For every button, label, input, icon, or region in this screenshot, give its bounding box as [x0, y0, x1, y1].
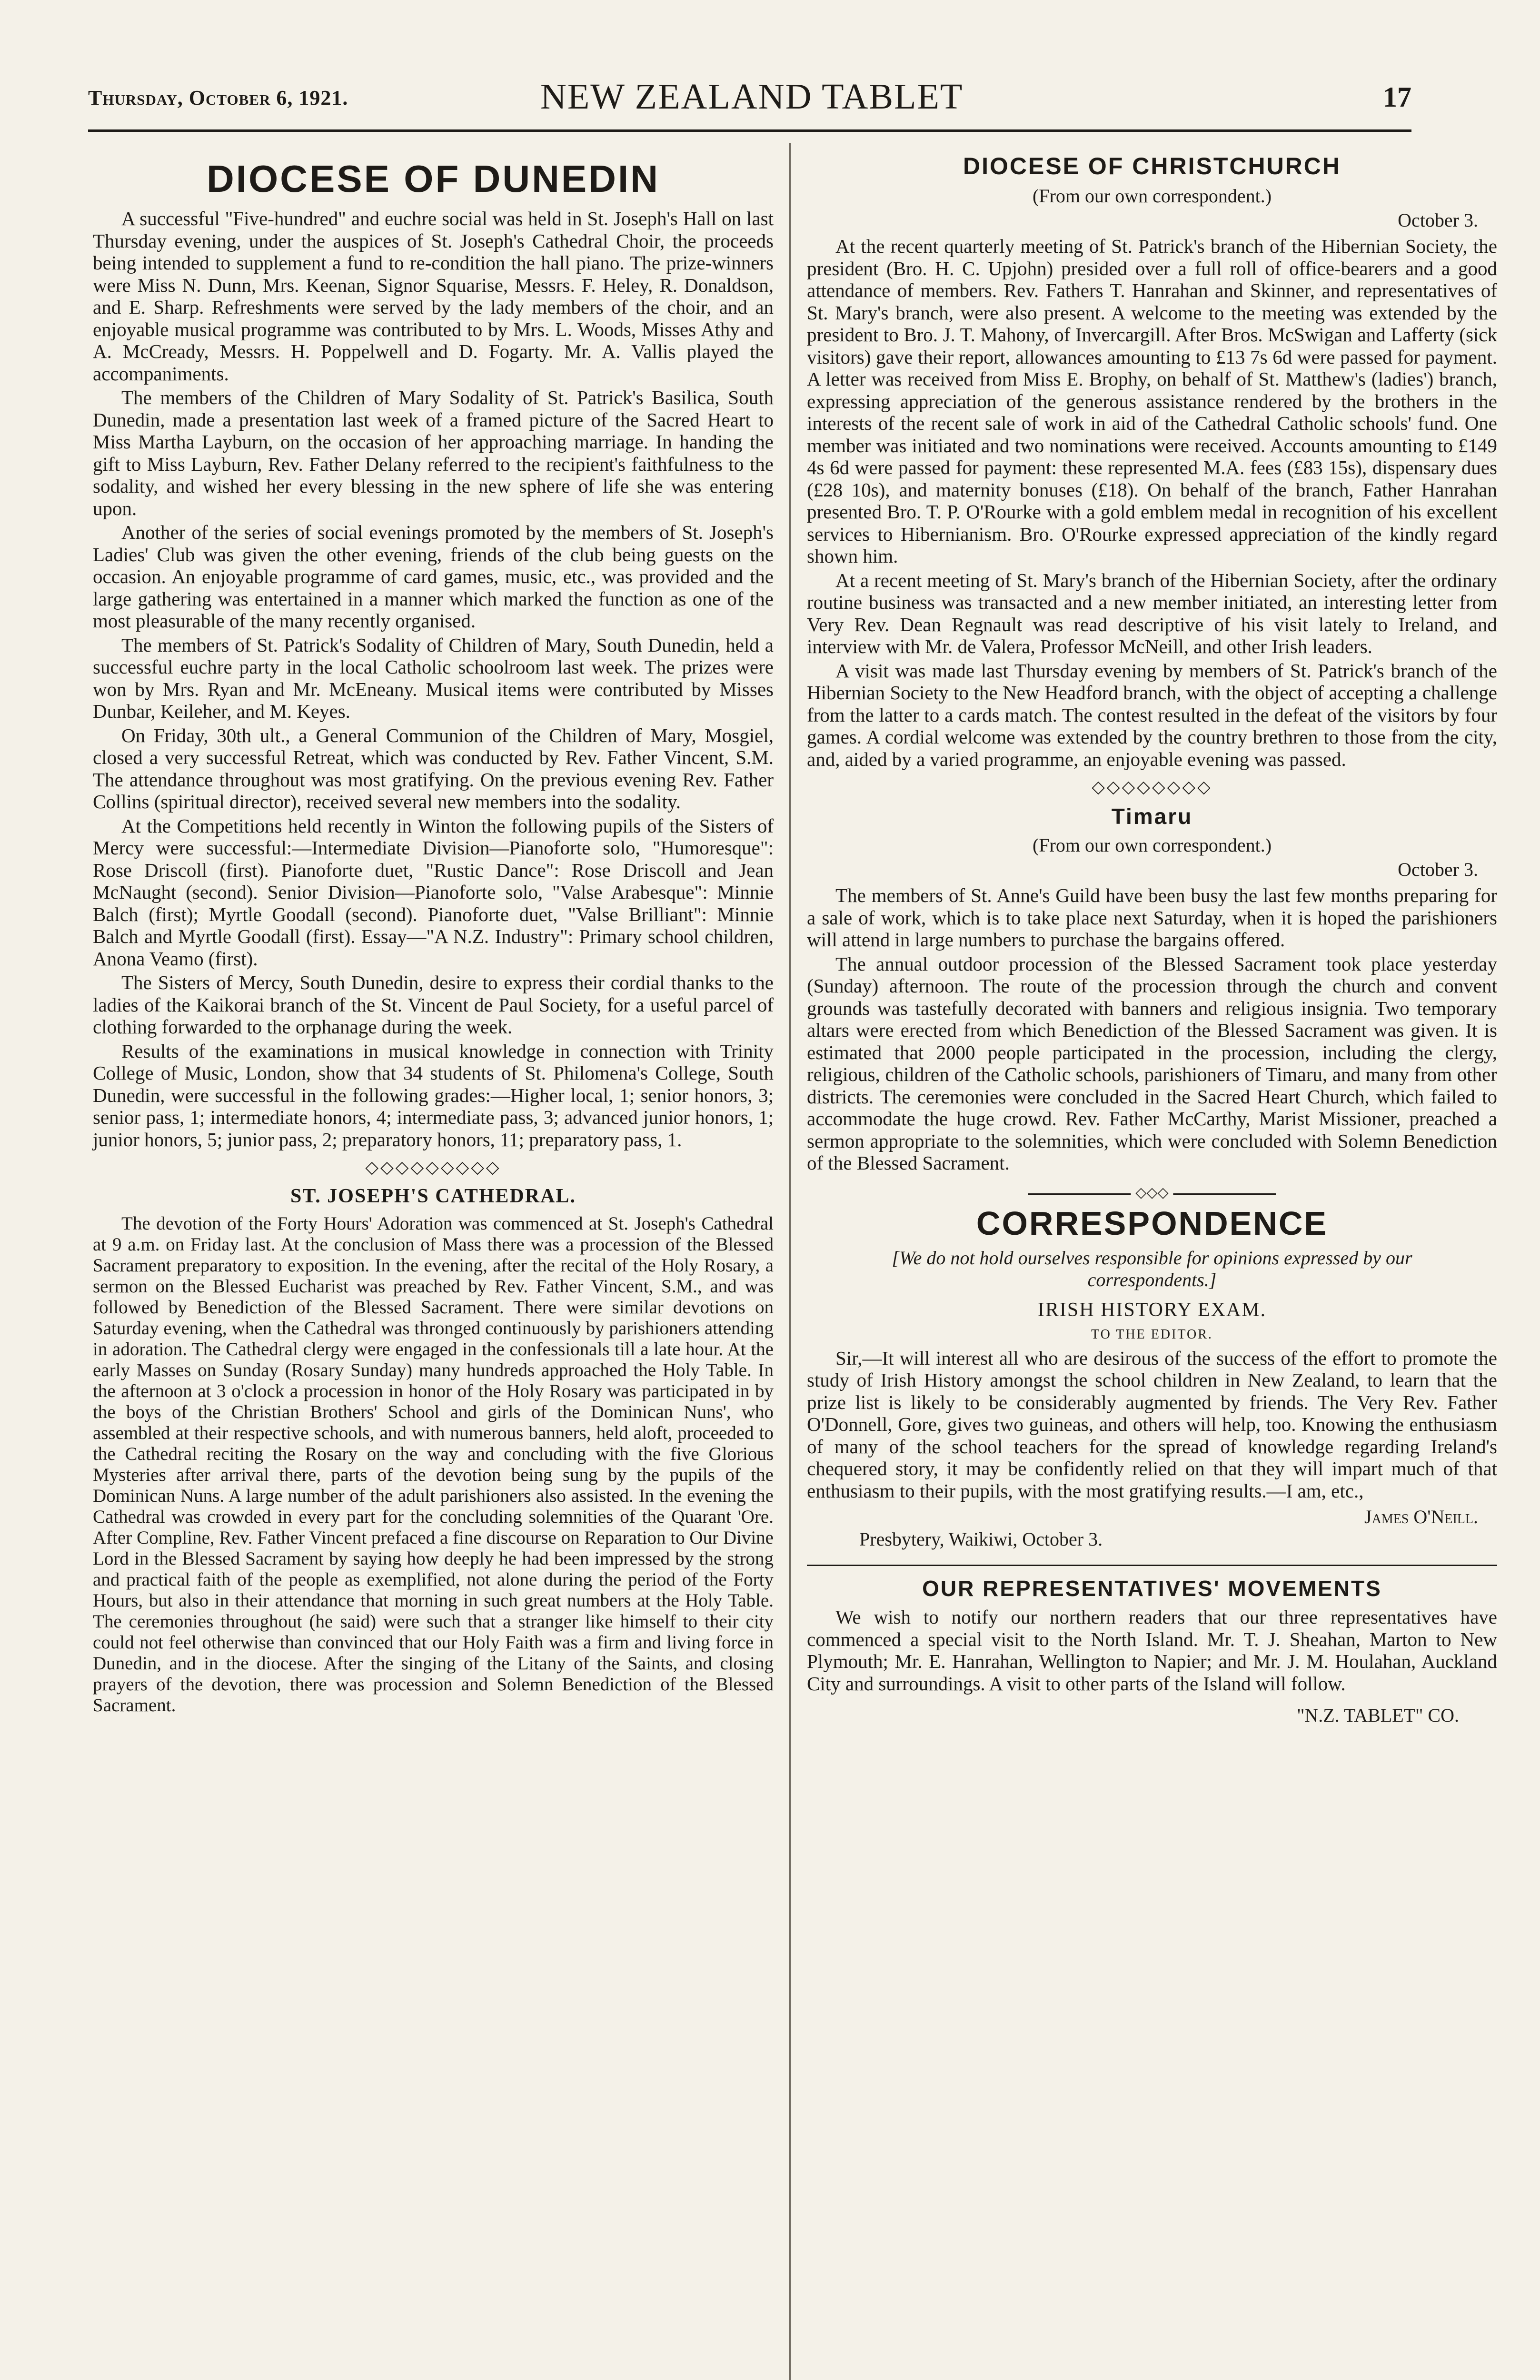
paragraph: The members of St. Anne's Guild have been busy the last few months preparing for a sale of work, which is to take place next Saturday, when it is hoped the parishioners will attend in large numbers to purchase the bargains offered.	[807, 884, 1497, 951]
paragraph: Another of the series of social evenings promoted by the members of St. Joseph's Ladies' Club was given the other evening, friends of the club being guests on the occasion. An enjoyable programme of card games, music, etc., was provided and the large gathering was entertained in a manner which marked the function as one of the most pleasurable of the many recently organised.	[93, 521, 774, 632]
paragraph: We wish to notify our northern readers that our three representatives have commenced a special visit to the North Island. Mr. T. J. Sheahan, Marton to New Plymouth; Mr. E. Hanrahan, Wellington to Napier; and Mr. J. M. Houlahan, Auckland City and surroundings. A visit to other parts of the Island will follow.	[807, 1606, 1497, 1695]
paragraph: At a recent meeting of St. Mary's branch of the Hibernian Society, after the ordinary routine business was transacted and a new member initiated, an interesting letter from Very Rev. Dean Regnault was read descriptive of his visit lately to Ireland, and interview with Mr. de Valera, Professor McNeill, and other Irish leaders.	[807, 569, 1497, 657]
letter-signature: James O'Neill.	[1364, 1506, 1478, 1527]
issue-date: Thursday, October 6, 1921.	[88, 86, 348, 109]
masthead	[88, 76, 1411, 124]
letter-title: IRISH HISTORY EXAM.	[1037, 1299, 1267, 1321]
representatives-heading: OUR REPRESENTATIVES' MOVEMENTS	[922, 1576, 1382, 1601]
dateline: October 3.	[1398, 859, 1478, 880]
correspondence-heading: CORRESPONDENCE	[976, 1204, 1328, 1242]
company-signoff: "N.Z. TABLET" CO.	[1297, 1705, 1459, 1726]
paragraph: The members of St. Patrick's Sodality of Children of Mary, South Dunedin, held a successful euchre party in the local Catholic schoolroom last week. The prizes were won by Mrs. Ryan and Mr. McEneany. Musical items were contributed by Misses Dunbar, Keileher, and M. Keyes.	[93, 634, 774, 722]
left-column	[93, 143, 774, 1718]
timaru-heading: Timaru	[1111, 804, 1193, 829]
dunedin-article	[93, 208, 774, 1150]
st-josephs-heading: ST. JOSEPH'S CATHEDRAL.	[290, 1185, 576, 1207]
right-column	[807, 143, 1497, 1726]
paragraph: Sir,—It will interest all who are desirous of the success of the effort to promote the study of Irish History amongst the school children in New Zealand, to learn that the prize list is likely to be considerably augmented by friends. The Very Rev. Father O'Donnell, Gore, gives two guineas, and others will help, too. Knowing the enthusiasm of many of the school teachers for the spread of knowledge regarding Ireland's chequered story, it may be confidently relied on that they will impart much of that enthusiasm to their pupils, with the most gratifying results.—I am, etc.,	[807, 1347, 1497, 1502]
paragraph: A visit was made last Thursday evening by members of St. Patrick's branch of the Hibernian Society to the New Headford branch, with the object of accepting a challenge from the latter to a cards match. The contest resulted in the defeat of the visitors by four games. A cordial welcome was extended by the country brethren to those from the city, and, aided by a varied programme, an enjoyable evening was passed.	[807, 659, 1497, 770]
column-divider	[789, 143, 791, 2380]
paragraph: The members of the Children of Mary Sodality of St. Patrick's Basilica, South Dunedin, made a presentation last week of a framed picture of the Sacred Heart to Miss Martha Layburn, on the occasion of her approaching marriage. In handing the gift to Miss Layburn, Rev. Father Delany referred to the recipient's faithfulness to the sodality, and wished her every blessing in the new sphere of life she was entering upon.	[93, 387, 774, 519]
section-rule	[807, 1565, 1497, 1566]
christchurch-article	[807, 235, 1497, 770]
representatives-article	[807, 1606, 1497, 1695]
st-josephs-article	[93, 1213, 774, 1716]
ornament-divider: ◇◇◇◇◇◇◇◇	[1092, 777, 1212, 796]
paragraph: The devotion of the Forty Hours' Adoration was commenced at St. Joseph's Cathedral at 9 a.m. on Friday last. At the conclusion of Mass there was a procession of the Blessed Sacrament preparatory to exposition. In the evening, after the recital of the Holy Rosary, a sermon on the Blessed Eucharist was preached by Rev. Father Vincent, S.M., and was followed by Benediction of the Blessed Sacrament. There were similar devotions on Saturday evening, when the Cathedral was thronged continuously by parishioners attending in adoration. The Cathedral clergy were engaged in the confessionals till a late hour. At the early Masses on Sunday (Rosary Sunday) many hundreds approached the Holy Table. In the afternoon at 3 o'clock a procession in honor of the Holy Rosary was participated in by the boys of the Christian Brothers' School and girls of the Dominican Nuns', who assembled at their respective schools, and with numerous banners, held aloft, proceeded to the Cathedral reciting the Rosary on the way and concluding with the five Glorious Mysteries after arrival there, parts of the devotion being sung by the pupils of the Dominican Nuns. A large number of the adult parishioners also assisted. In the evening the Cathedral was crowded in every part for the concluding solemnities of the Quarant 'Ore. After Compline, Rev. Father Vincent prefaced a fine discourse on Reparation to Our Divine Lord in the Blessed Sacrament by saying how deeply he had been impressed by the strong and practical faith of the people as exemplified, not alone during the period of the Forty Hours, but also in their attendance that morning in such great numbers at the Holy Table. The ceremonies throughout (he said) were such that a stranger like himself to their city could not feel otherwise than convinced that our Holy Faith was a firm and living force in Dunedin, and in the diocese. After the singing of the Litany of the Saints, and closing prayers of the devotion, there was procession and Solemn Benediction of the Blessed Sacrament.	[93, 1213, 774, 1716]
paragraph: Results of the examinations in musical knowledge in connection with Trinity College of Music, London, show that 34 students of St. Philomena's College, South Dunedin, were successful in the following grades:—Higher local, 1; senior honors, 3; senior pass, 1; intermediate honors, 4; intermediate pass, 3; advanced junior honors, 1; junior honors, 5; junior pass, 2; preparatory honors, 11; preparatory pass, 1.	[93, 1040, 774, 1150]
masthead-rule	[88, 129, 1411, 132]
section-divider	[1028, 1184, 1276, 1200]
page-number: 17	[1383, 81, 1411, 113]
byline: (From our own correspondent.)	[1032, 834, 1272, 856]
disclaimer: [We do not hold ourselves responsible for opinions expressed by our correspondents.]	[892, 1247, 1412, 1290]
letter-address: Presbytery, Waikiwi, October 3.	[859, 1528, 1103, 1550]
dateline: October 3.	[1398, 209, 1478, 231]
byline: (From our own correspondent.)	[1032, 185, 1272, 207]
publication-title: NEW ZEALAND TABLET	[540, 77, 964, 117]
paragraph: On Friday, 30th ult., a General Communion of the Children of Mary, Mosgiel, closed a very successful Retreat, which was conducted by Rev. Father Vincent, S.M. The attendance throughout was most gratifying. On the previous evening Rev. Father Collins (spiritual director), received several new members into the sodality.	[93, 724, 774, 813]
ornament-divider: ◇◇◇◇◇◇◇◇◇	[365, 1158, 501, 1177]
paragraph: The Sisters of Mercy, South Dunedin, desire to express their cordial thanks to the ladies of the Kaikorai branch of the St. Vincent de Paul Society, for a useful parcel of clothing forwarded to the orphanage during the week.	[93, 972, 774, 1038]
timaru-article	[807, 884, 1497, 1174]
paragraph: At the Competitions held recently in Winton the following pupils of the Sisters of Mercy were successful:—Intermediate Division—Pianoforte solo, "Humoresque": Rose Driscoll (first). Pianoforte duet, "Rustic Dance": Rose Driscoll and Jean McNaught (second). Senior Division—Pianoforte solo, "Valse Arabesque": Minnie Balch (first); Myrtle Goodall (second). Pianoforte duet, "Valse Brilliant": Minnie Balch and Myrtle Goodall (first). Essay—"A N.Z. Industry": Primary school children, Anona Veamo (first).	[93, 814, 774, 970]
to-the-editor: TO THE EDITOR.	[1091, 1327, 1213, 1342]
christchurch-heading: DIOCESE OF CHRISTCHURCH	[963, 153, 1341, 179]
paragraph: At the recent quarterly meeting of St. Patrick's branch of the Hibernian Society, the president (Bro. H. C. Upjohn) presided over a full roll of office-bearers and a good attendance of members. Rev. Fathers T. Hanrahan and Skinner, and representatives of St. Mary's branch, were also present. A welcome to the meeting was extended by the president to Bro. J. T. Mahony, of Invercargill. After Bros. McSwigan and Lafferty (sick visitors) gave their report, allowances amounting to £13 7s 6d were passed for payment. A letter was received from Miss E. Brophy, on behalf of St. Matthew's (ladies') branch, expressing appreciation of the generous assistance rendered by the brothers in the interests of the recent sale of work in aid of the Cathedral Catholic schools' fund. One member was initiated and two nominations were received. Accounts amounting to £149 4s 6d were passed for payment: these represented M.A. fees (£83 15s), dispensary dues (£28 10s), and maternity bonuses (£18). On behalf of the branch, Father Hanrahan presented Bro. T. P. O'Rourke with a gold emblem medal in recognition of his excellent services to Hibernianism. Bro. O'Rourke expressed appreciation of the kindly regard shown him.	[807, 235, 1497, 567]
paragraph: A successful "Five-hundred" and euchre social was held in St. Joseph's Hall on last Thursday evening, under the auspices of St. Joseph's Cathedral Choir, the proceeds being intended to supplement a fund to re-condition the hall piano. The prize-winners were Miss N. Dunn, Mrs. Keenan, Signor Squarise, Messrs. F. Heley, R. Donaldson, and E. Sharp. Refreshments were served by the lady members of the choir, and an enjoyable musical programme was contributed to by Mrs. L. Woods, Misses Athy and A. McCready, Messrs. H. Poppelwell and D. Fogarty. Mr. A. Vallis played the accompaniments.	[93, 208, 774, 385]
divider-ornament: ◇◇◇	[1131, 1184, 1173, 1201]
paragraph: The annual outdoor procession of the Blessed Sacrament took place yesterday (Sunday) afternoon. The route of the procession through the church and convent grounds was tastefully decorated with banners and religious insignia. Two temporary altars were erected from which Benediction of the Blessed Sacrament was given. It is estimated that 2000 people participated in the procession, including the clergy, religious, children of the Catholic schools, parishioners of Timaru, and many from other districts. The ceremonies were concluded in the Sacred Heart Church, which failed to accommodate the huge crowd. Rev. Father McCarthy, Marist Missioner, preached a sermon appropriate to the solemnities, which were concluded with Solemn Benediction of the Blessed Sacrament.	[807, 952, 1497, 1174]
dunedin-heading: DIOCESE OF DUNEDIN	[206, 158, 660, 200]
letter-body	[807, 1347, 1497, 1502]
